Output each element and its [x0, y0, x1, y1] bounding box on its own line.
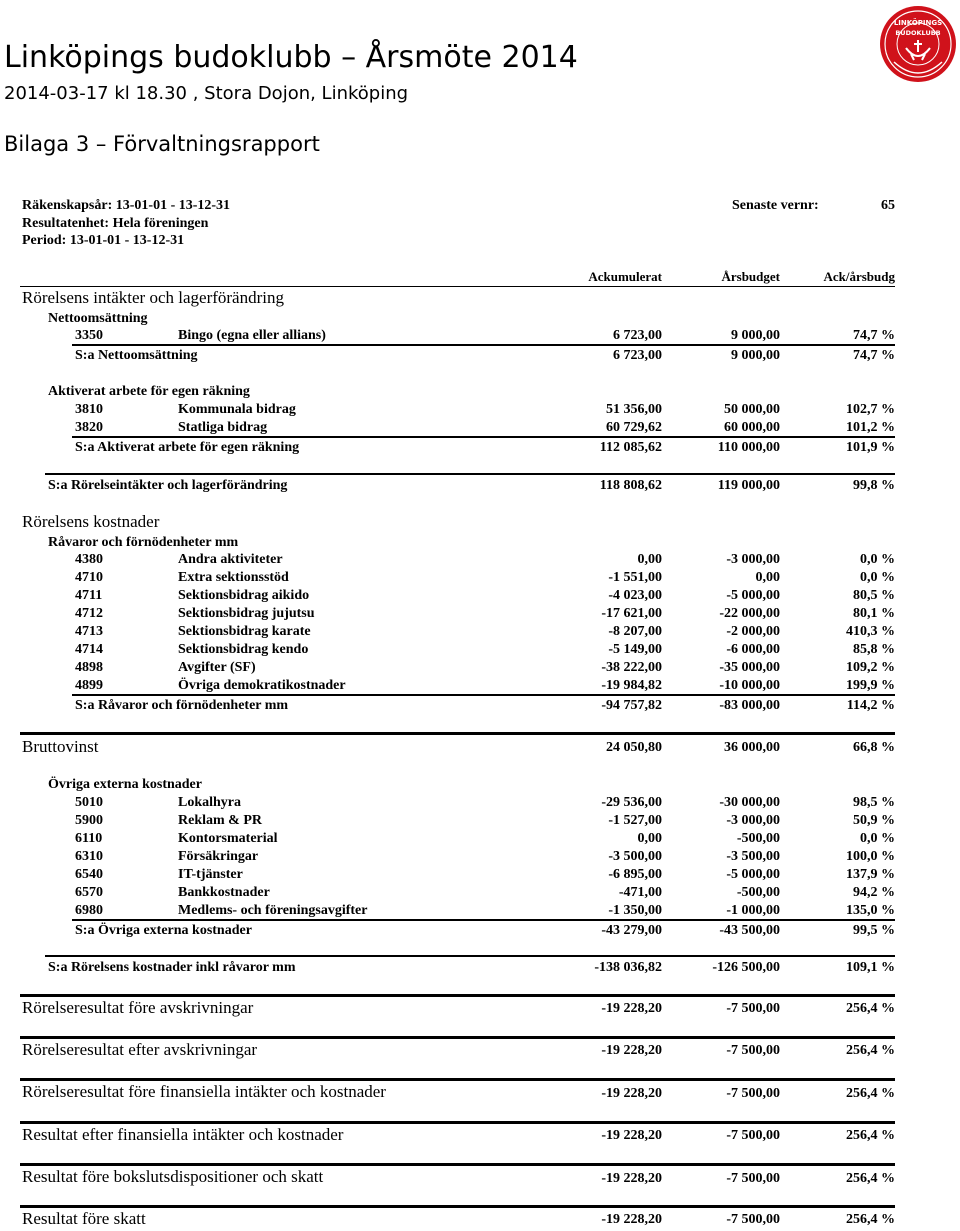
pct-value: 114,2 %: [846, 698, 895, 713]
ack-value: -19 228,20: [601, 1171, 662, 1186]
pct-value: 256,4 %: [846, 1171, 895, 1186]
fiscal-year: Räkenskapsår: 13-01-01 - 13-12-31: [22, 198, 231, 213]
pct-value: 256,4 %: [846, 1001, 895, 1016]
col-header-ack-arsbudg: Ack/årsbudg: [823, 269, 895, 284]
section-rule: [20, 1121, 895, 1124]
account-name: Försäkringar: [178, 849, 259, 864]
result-label: Resultat före bokslutsdispositioner och skatt: [22, 1167, 324, 1186]
ack-value: 6 723,00: [613, 348, 662, 363]
sum-label: S:a Rörelsens kostnader inkl råvaror mm: [48, 960, 296, 975]
account-name: Extra sektionsstöd: [178, 570, 289, 585]
budget-value: 110 000,00: [717, 440, 780, 455]
club-logo: [878, 4, 958, 84]
ack-value: -471,00: [618, 885, 662, 900]
budget-value: -7 500,00: [726, 1043, 780, 1058]
account-code: 6310: [75, 849, 103, 864]
pct-value: 74,7 %: [853, 328, 895, 343]
account-code: 4711: [75, 588, 103, 603]
pct-value: 256,4 %: [846, 1043, 895, 1058]
pct-value: 410,3 %: [846, 624, 895, 639]
sum-rule: [72, 436, 895, 438]
budget-value: 9 000,00: [731, 328, 780, 343]
result-label: Resultat efter finansiella intäkter och kostnader: [22, 1125, 344, 1144]
budget-value: 9 000,00: [731, 348, 780, 363]
page-title: Linköpings budoklubb – Årsmöte 2014: [4, 40, 578, 75]
pct-value: 199,9 %: [846, 678, 895, 693]
ack-value: -17 621,00: [601, 606, 662, 621]
result-label: Rörelseresultat före finansiella intäkter och kostnader: [22, 1082, 386, 1101]
ack-value: 51 356,00: [606, 402, 662, 417]
account-name: Statliga bidrag: [178, 420, 268, 435]
pct-value: 256,4 %: [846, 1086, 895, 1101]
budget-value: -3 500,00: [726, 849, 780, 864]
ack-value: -38 222,00: [601, 660, 662, 675]
budget-value: -83 000,00: [719, 698, 780, 713]
account-code: 5900: [75, 813, 103, 828]
budget-value: -2 000,00: [726, 624, 780, 639]
budget-value: -22 000,00: [719, 606, 780, 621]
ack-value: -19 228,20: [601, 1043, 662, 1058]
ack-value: 0,00: [637, 831, 662, 846]
account-code: 3810: [75, 402, 103, 417]
pct-value: 256,4 %: [846, 1128, 895, 1143]
header-rule: [20, 286, 895, 287]
ack-value: -6 895,00: [608, 867, 662, 882]
latest-vernr-value: 65: [881, 198, 895, 213]
account-code: 6980: [75, 903, 103, 918]
ack-value: 118 808,62: [599, 478, 662, 493]
account-code: 3820: [75, 420, 103, 435]
pct-value: 80,1 %: [853, 606, 895, 621]
account-name: Andra aktiviteter: [178, 552, 283, 567]
ack-value: -5 149,00: [608, 642, 662, 657]
pct-value: 74,7 %: [853, 348, 895, 363]
account-name: Övriga demokratikostnader: [178, 678, 346, 693]
pct-value: 135,0 %: [846, 903, 895, 918]
ack-value: -19 228,20: [601, 1212, 662, 1227]
subsection-ovriga: Övriga externa kostnader: [48, 777, 202, 792]
section-rule: [20, 732, 895, 735]
sum-rule: [72, 344, 895, 346]
result-label: Rörelseresultat före avskrivningar: [22, 998, 254, 1017]
pct-value: 0,0 %: [860, 831, 895, 846]
budget-value: 60 000,00: [724, 420, 780, 435]
budget-value: -5 000,00: [726, 588, 780, 603]
sum-label: S:a Rörelseintäkter och lagerförändring: [48, 478, 288, 493]
ack-value: -4 023,00: [608, 588, 662, 603]
sum-label: S:a Övriga externa kostnader: [75, 923, 252, 938]
pct-value: 109,2 %: [846, 660, 895, 675]
pct-value: 80,5 %: [853, 588, 895, 603]
budget-value: -500,00: [736, 831, 780, 846]
budget-value: -7 500,00: [726, 1171, 780, 1186]
section-kostnader: Rörelsens kostnader: [22, 512, 160, 531]
ack-value: -19 984,82: [601, 678, 662, 693]
account-code: 6570: [75, 885, 103, 900]
ack-value: -138 036,82: [594, 960, 662, 975]
sum-label: S:a Råvaror och förnödenheter mm: [75, 698, 289, 713]
pct-value: 256,4 %: [846, 1212, 895, 1227]
section-rule: [20, 1036, 895, 1039]
budget-value: -3 000,00: [726, 552, 780, 567]
section-rule: [20, 1205, 895, 1208]
budget-value: 119 000,00: [717, 478, 780, 493]
account-code: 4710: [75, 570, 103, 585]
section-intakter: Rörelsens intäkter och lagerförändring: [22, 288, 284, 307]
account-name: Sektionsbidrag kendo: [178, 642, 309, 657]
account-code: 4714: [75, 642, 103, 657]
account-code: 4713: [75, 624, 103, 639]
budget-value: -500,00: [736, 885, 780, 900]
account-name: Sektionsbidrag karate: [178, 624, 311, 639]
pct-value: 0,0 %: [860, 570, 895, 585]
budget-value: -30 000,00: [719, 795, 780, 810]
budget-value: 0,00: [755, 570, 780, 585]
result-unit: Resultatenhet: Hela föreningen: [22, 216, 209, 231]
account-name: Lokalhyra: [178, 795, 242, 810]
account-name: Reklam & PR: [178, 813, 262, 828]
budget-value: -7 500,00: [726, 1212, 780, 1227]
pct-value: 101,9 %: [846, 440, 895, 455]
ack-value: -1 527,00: [608, 813, 662, 828]
attachment-title: Bilaga 3 – Förvaltningsrapport: [4, 132, 320, 156]
pct-value: 99,5 %: [853, 923, 895, 938]
ack-value: -94 757,82: [601, 698, 662, 713]
account-code: 4380: [75, 552, 103, 567]
ack-value: -29 536,00: [601, 795, 662, 810]
account-name: Sektionsbidrag aikido: [178, 588, 310, 603]
col-header-arsbudget: Årsbudget: [721, 269, 780, 284]
account-name: Sektionsbidrag jujutsu: [178, 606, 315, 621]
pct-value: 99,8 %: [853, 478, 895, 493]
budget-value: 50 000,00: [724, 402, 780, 417]
result-label: Resultat före skatt: [22, 1209, 146, 1228]
subsection-netto: Nettoomsättning: [48, 311, 148, 326]
sum-rule: [72, 694, 895, 696]
pct-value: 137,9 %: [846, 867, 895, 882]
account-name: Kommunala bidrag: [178, 402, 296, 417]
budget-value: -3 000,00: [726, 813, 780, 828]
budget-value: -7 500,00: [726, 1001, 780, 1016]
section-rule: [20, 1078, 895, 1081]
subsection-ravaror: Råvaror och förnödenheter mm: [48, 535, 239, 550]
result-label: Rörelseresultat efter avskrivningar: [22, 1040, 258, 1059]
sum-label: S:a Nettoomsättning: [75, 348, 198, 363]
pct-value: 66,8 %: [853, 740, 895, 755]
pct-value: 98,5 %: [853, 795, 895, 810]
account-code: 4898: [75, 660, 103, 675]
pct-value: 100,0 %: [846, 849, 895, 864]
account-name: Bingo (egna eller allians): [178, 328, 326, 343]
account-code: 4899: [75, 678, 103, 693]
budget-value: -1 000,00: [726, 903, 780, 918]
account-name: Medlems- och föreningsavgifter: [178, 903, 368, 918]
pct-value: 0,0 %: [860, 552, 895, 567]
budget-value: -35 000,00: [719, 660, 780, 675]
budget-value: 36 000,00: [724, 740, 780, 755]
pct-value: 102,7 %: [846, 402, 895, 417]
pct-value: 50,9 %: [853, 813, 895, 828]
latest-vernr-label: Senaste vernr:: [732, 198, 819, 213]
pct-value: 101,2 %: [846, 420, 895, 435]
ack-value: -1 551,00: [608, 570, 662, 585]
ack-value: -8 207,00: [608, 624, 662, 639]
budget-value: -10 000,00: [719, 678, 780, 693]
account-code: 6110: [75, 831, 103, 846]
section-rule: [20, 1163, 895, 1166]
col-header-ackumulerat: Ackumulerat: [588, 269, 662, 284]
pct-value: 109,1 %: [846, 960, 895, 975]
sum-rule: [45, 955, 895, 957]
ack-value: 6 723,00: [613, 328, 662, 343]
ack-value: 112 085,62: [599, 440, 662, 455]
period: Period: 13-01-01 - 13-12-31: [22, 233, 185, 248]
ack-value: 60 729,62: [606, 420, 662, 435]
account-code: 4712: [75, 606, 103, 621]
ack-value: -19 228,20: [601, 1001, 662, 1016]
account-code: 6540: [75, 867, 103, 882]
pct-value: 94,2 %: [853, 885, 895, 900]
account-name: Kontorsmaterial: [178, 831, 278, 846]
meeting-info: 2014-03-17 kl 18.30 , Stora Dojon, Linköping: [4, 83, 409, 104]
ack-value: -19 228,20: [601, 1128, 662, 1143]
budget-value: -43 500,00: [719, 923, 780, 938]
budget-value: -126 500,00: [712, 960, 780, 975]
gross-profit-label: Bruttovinst: [22, 737, 99, 756]
account-name: IT-tjänster: [178, 867, 243, 882]
ack-value: -3 500,00: [608, 849, 662, 864]
ack-value: -43 279,00: [601, 923, 662, 938]
svg-text:BUDOKLUBB: BUDOKLUBB: [895, 29, 941, 37]
budget-value: -7 500,00: [726, 1128, 780, 1143]
svg-text:LINKÖPINGS: LINKÖPINGS: [893, 19, 943, 27]
account-name: Bankkostnader: [178, 885, 270, 900]
budget-value: -5 000,00: [726, 867, 780, 882]
account-code: 5010: [75, 795, 103, 810]
sum-label: S:a Aktiverat arbete för egen räkning: [75, 440, 300, 455]
subsection-aktiverat: Aktiverat arbete för egen räkning: [48, 384, 250, 399]
sum-rule: [72, 919, 895, 921]
ack-value: 0,00: [637, 552, 662, 567]
section-rule: [20, 994, 895, 997]
ack-value: 24 050,80: [606, 740, 662, 755]
account-name: Avgifter (SF): [178, 660, 256, 675]
pct-value: 85,8 %: [853, 642, 895, 657]
ack-value: -1 350,00: [608, 903, 662, 918]
sum-rule: [45, 473, 895, 475]
budget-value: -7 500,00: [726, 1086, 780, 1101]
ack-value: -19 228,20: [601, 1086, 662, 1101]
account-code: 3350: [75, 328, 103, 343]
budget-value: -6 000,00: [726, 642, 780, 657]
